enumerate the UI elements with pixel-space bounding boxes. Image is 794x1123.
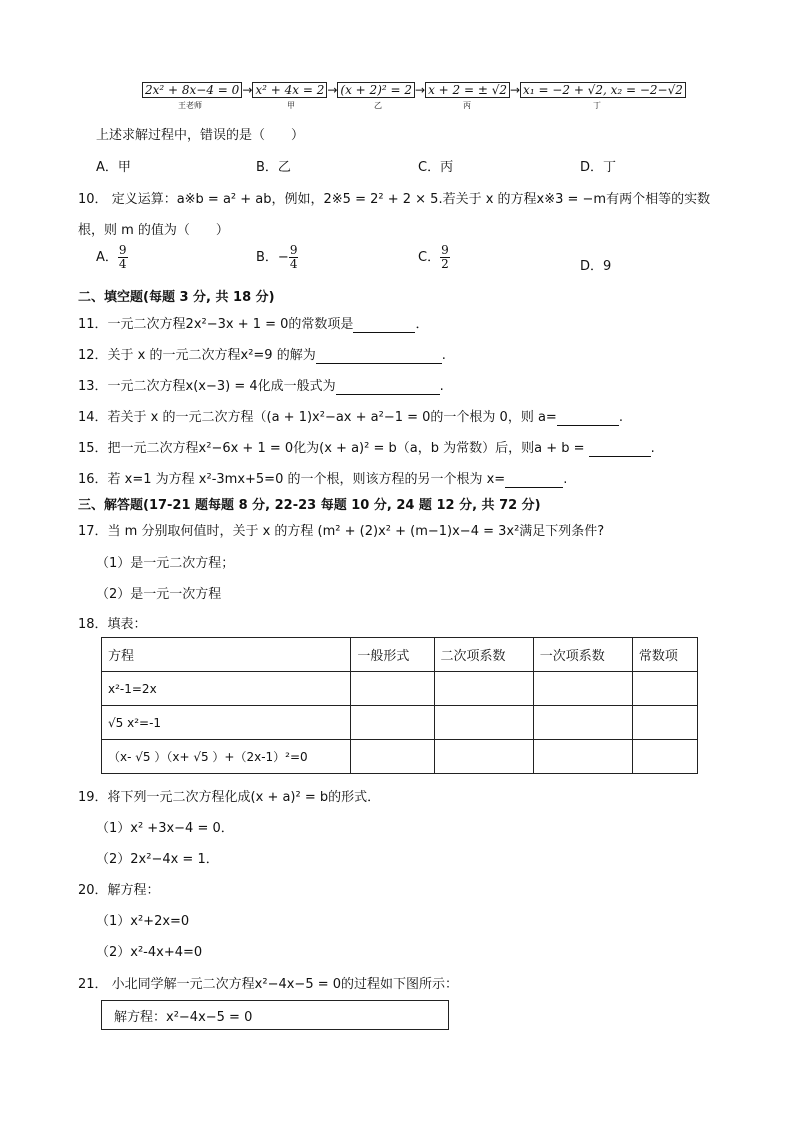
- q10-option-d: D．9: [580, 259, 612, 274]
- q10-option-c: C． $\frac{9}{2}$: [418, 243, 449, 271]
- q11: 11．一元二次方程2x²−3x + 1 = 0的常数项是 ．: [78, 317, 429, 332]
- equation-cell: √5 x²=-1: [102, 706, 351, 740]
- table-header: 二次项系数: [434, 638, 533, 672]
- answer-cell[interactable]: [434, 706, 533, 740]
- table-header: 一次项系数: [533, 638, 632, 672]
- fraction: $\frac{9}{4}$: [118, 243, 127, 271]
- answer-cell[interactable]: [351, 672, 434, 706]
- q17-part-1: （1）是一元二次方程；: [96, 556, 235, 571]
- table-header: 方程: [102, 638, 351, 672]
- q14: 14．若关于 x 的一元二次方程（(a + 1)x²−ax + a²−1 = 0的一个根为 0，则 a= .: [78, 410, 623, 425]
- answer-blank[interactable]: [505, 472, 563, 488]
- chain-step-1: 2x² + 8x−4 = 0: [142, 82, 242, 98]
- table-header-row: [102, 638, 698, 672]
- q18: 18．填表：: [78, 617, 147, 632]
- q9-option-d: D．丁: [580, 160, 617, 175]
- answer-cell[interactable]: [533, 706, 632, 740]
- table-row: [102, 740, 698, 774]
- fraction: $\frac{9}{2}$: [441, 243, 449, 271]
- equation-cell: （x- √5 ）（x+ √5 ）+（2x-1）²=0: [102, 740, 351, 774]
- q10-number: 10．: [78, 192, 108, 207]
- arrow-icon: →: [415, 83, 426, 97]
- q21-box: [101, 1000, 449, 1030]
- q10-option-a: A． $\frac{9}{4}$: [96, 243, 127, 271]
- chain-label-1: 王老师: [178, 101, 202, 110]
- table-row: [102, 672, 698, 706]
- chain-step-5: x₁ = −2 + √2, x₂ = −2−√2: [520, 82, 686, 98]
- answer-blank[interactable]: [589, 441, 651, 457]
- q17-part-2: （2）是一元一次方程: [96, 587, 222, 602]
- arrow-icon: →: [509, 83, 521, 97]
- table-header: 一般形式: [351, 638, 434, 672]
- answer-blank[interactable]: [353, 317, 415, 333]
- section-3-title: 三、解答题(17-21 题每题 8 分, 22-23 每题 10 分, 24 题 12 分, 共 72 分): [78, 498, 541, 513]
- answer-cell[interactable]: [351, 706, 434, 740]
- q9-option-c: C．丙: [418, 160, 454, 175]
- answer-cell[interactable]: [434, 672, 533, 706]
- answer-cell[interactable]: [533, 672, 632, 706]
- arrow-icon: →: [327, 83, 338, 97]
- q20-part-1: （1）x²+2x=0: [96, 914, 190, 929]
- fill-table: [101, 637, 698, 774]
- q10-line-1: [78, 188, 710, 207]
- q9-option-a: A．甲: [96, 160, 131, 175]
- chain-label-4: 丙: [463, 101, 471, 110]
- q21: 21． 小北同学解一元二次方程x²−4x−5 = 0的过程如下图所示：: [78, 977, 459, 992]
- chain-step-4: x + 2 = ± √2: [425, 82, 510, 98]
- answer-blank[interactable]: [557, 410, 619, 426]
- equation-cell: x²-1=2x: [102, 672, 351, 706]
- answer-blank[interactable]: [316, 348, 442, 364]
- q19-part-1: （1）x² +3x−4 = 0．: [96, 821, 234, 836]
- q12: 12．关于 x 的一元二次方程x²=9 的解为 .: [78, 348, 446, 363]
- chain-label-3: 乙: [374, 101, 382, 110]
- answer-cell[interactable]: [434, 740, 533, 774]
- table-header: 常数项: [632, 638, 697, 672]
- q21-box-text: 解方程：x²−4x−5 = 0: [114, 1010, 253, 1025]
- q20-part-2: （2）x²-4x+4=0: [96, 945, 203, 960]
- chain-label-5: 丁: [593, 101, 601, 110]
- answer-blank[interactable]: [336, 379, 440, 395]
- chain-label-2: 甲: [287, 101, 295, 110]
- q10-text: 定义运算：a※b = a² + ab，例如，2※5 = 2² + 2 × 5.若关于 x 的方程x※3 = −m有两个相等的实数: [111, 192, 711, 207]
- answer-cell[interactable]: [351, 740, 434, 774]
- q9-option-b: B．乙: [256, 160, 291, 175]
- q9-question: 上述求解过程中，错误的是（ ）: [96, 128, 305, 143]
- q13: 13．一元二次方程x(x−3) = 4化成一般式为 .: [78, 379, 444, 394]
- solution-chain: [142, 82, 686, 98]
- q10-line-2: 根，则 m 的值为（ ）: [78, 223, 229, 238]
- q19: 19．将下列一元二次方程化成(x + a)² = b的形式．: [78, 790, 381, 805]
- fraction: $\frac{9}{4}$: [289, 243, 298, 271]
- q19-part-2: （2）2x²−4x = 1．: [96, 852, 219, 867]
- arrow-icon: →: [242, 83, 253, 97]
- q10-option-b: B．− $\frac{9}{4}$: [256, 243, 298, 271]
- section-2-title: 二、填空题(每题 3 分, 共 18 分): [78, 290, 275, 305]
- answer-cell[interactable]: [632, 740, 697, 774]
- answer-cell[interactable]: [533, 740, 632, 774]
- chain-step-3: (x + 2)² = 2: [337, 82, 415, 98]
- q20: 20．解方程：: [78, 883, 160, 898]
- q17: 17．当 m 分别取何值时，关于 x 的方程 (m² + (2)x² + (m−1)x−4 = 3x²满足下列条件?: [78, 524, 605, 539]
- table-row: [102, 706, 698, 740]
- chain-step-2: x² + 4x = 2: [252, 82, 327, 98]
- q15: 15．把一元二次方程x²−6x + 1 = 0化为(x + a)² = b（a，b 为常数）后，则a + b = .: [78, 441, 655, 456]
- q16: 16．若 x=1 为方程 x²-3mx+5=0 的一个根，则该方程的另一个根为 x= .: [78, 472, 568, 487]
- answer-cell[interactable]: [632, 706, 697, 740]
- answer-cell[interactable]: [632, 672, 697, 706]
